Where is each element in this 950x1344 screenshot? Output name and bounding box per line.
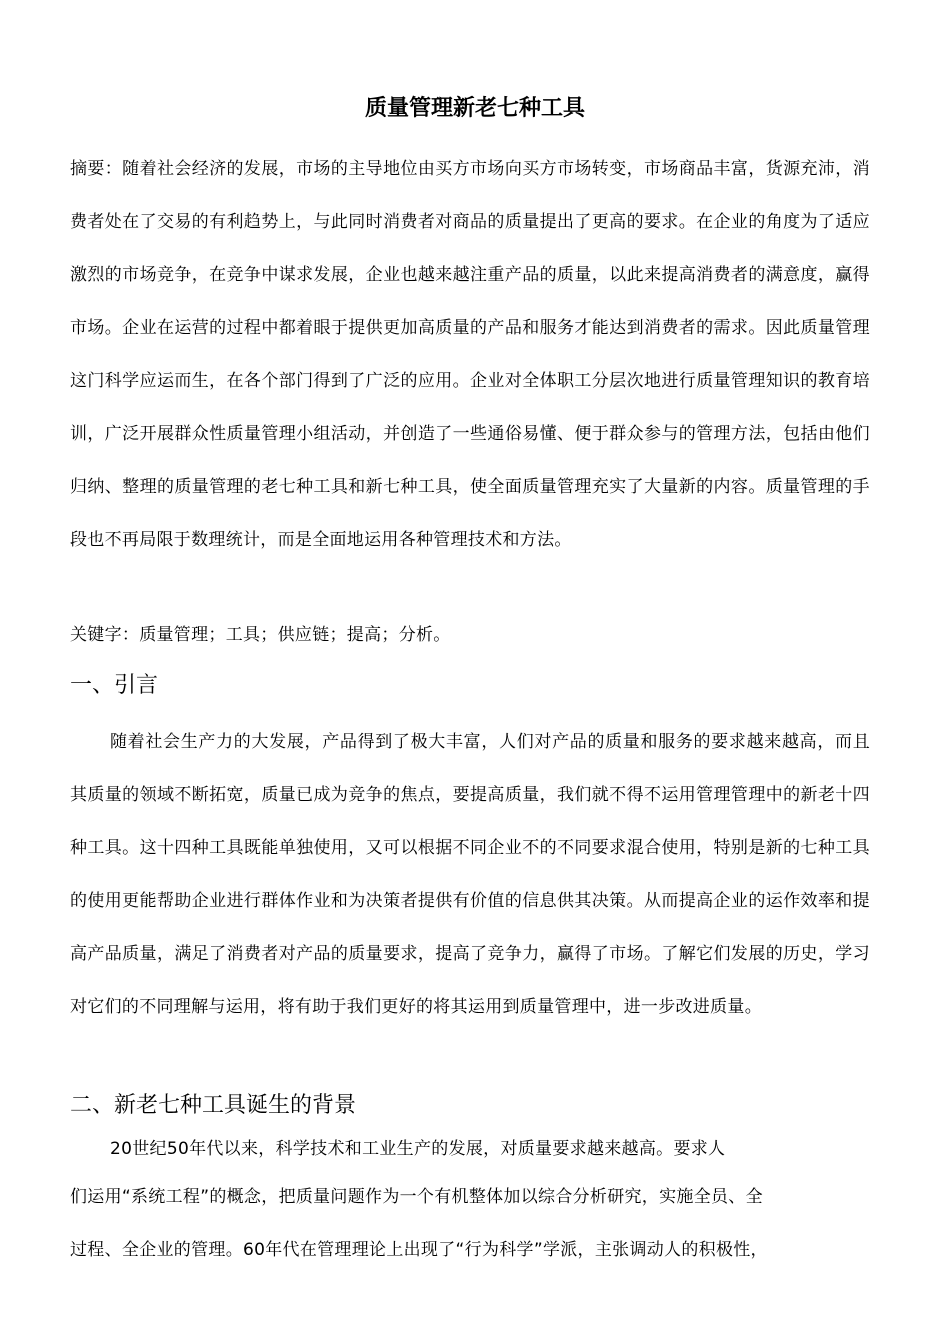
section-heading-background: 二、新老七种工具诞生的背景 bbox=[70, 1093, 357, 1118]
keywords-line: 关键字：质量管理；工具；供应链；提高；分析。 bbox=[70, 625, 451, 645]
introduction-paragraph: 随着社会生产力的大发展，产品得到了极大丰富，人们对产品的质量和服务的要求越来越高，而且其质量的领域不断拓宽，质量已成为竞争的焦点，要提高质量，我们就不得不运用管理管理中的新老十四种工具。这十四种工具既能单独使用，又可以根据不同企业不的不同要求混合使用，特别是新的七种工具的使用更能帮助企业进行群体作业和为决策者提供有价值的信息供其决策。从而提高企业的运作效率和提高产品质量，满足了消费者对产品的质量要求，提高了竞争力，赢得了市场。了解它们发展的历史，学习对它们的不同理解与运用，将有助于我们更好的将其运用到质量管理中，进一步改进质量。 bbox=[70, 732, 870, 1017]
background-line: 们运用“系统工程”的概念，把质量问题作为一个有机整体加以综合分析研究，实施全员、全 bbox=[70, 1187, 763, 1207]
background-line: 过程、全企业的管理。60年代在管理理论上出现了“行为科学”学派，主张调动人的积极性， bbox=[70, 1240, 768, 1260]
section-heading-introduction: 一、引言 bbox=[70, 673, 159, 698]
background-line: 20世纪50年代以来，科学技术和工业生产的发展，对质量要求越来越高。要求人 bbox=[110, 1139, 726, 1159]
document-title: 质量管理新老七种工具 bbox=[364, 95, 585, 121]
abstract-paragraph: 摘要：随着社会经济的发展，市场的主导地位由买方市场向买方市场转变，市场商品丰富，货源充沛，消费者处在了交易的有利趋势上，与此同时消费者对商品的质量提出了更高的要求。在企业的角度为了适应激烈的市场竞争，在竞争中谋求发展，企业也越来越注重产品的质量，以此来提高消费者的满意度，赢得市场。企业在运营的过程中都着眼于提供更加高质量的产品和服务才能达到消费者的需求。因此质量管理这门科学应运而生，在各个部门得到了广泛的应用。企业对全体职工分层次地进行质量管理知识的教育培训，广泛开展群众性质量管理小组活动，并创造了一些通俗易懂、便于群众参与的管理方法，包括由他们归纳、整理的质量管理的老七种工具和新七种工具，使全面质量管理充实了大量新的内容。质量管理的手段也不再局限于数理统计，而是全面地运用各种管理技术和方法。 bbox=[70, 159, 870, 550]
